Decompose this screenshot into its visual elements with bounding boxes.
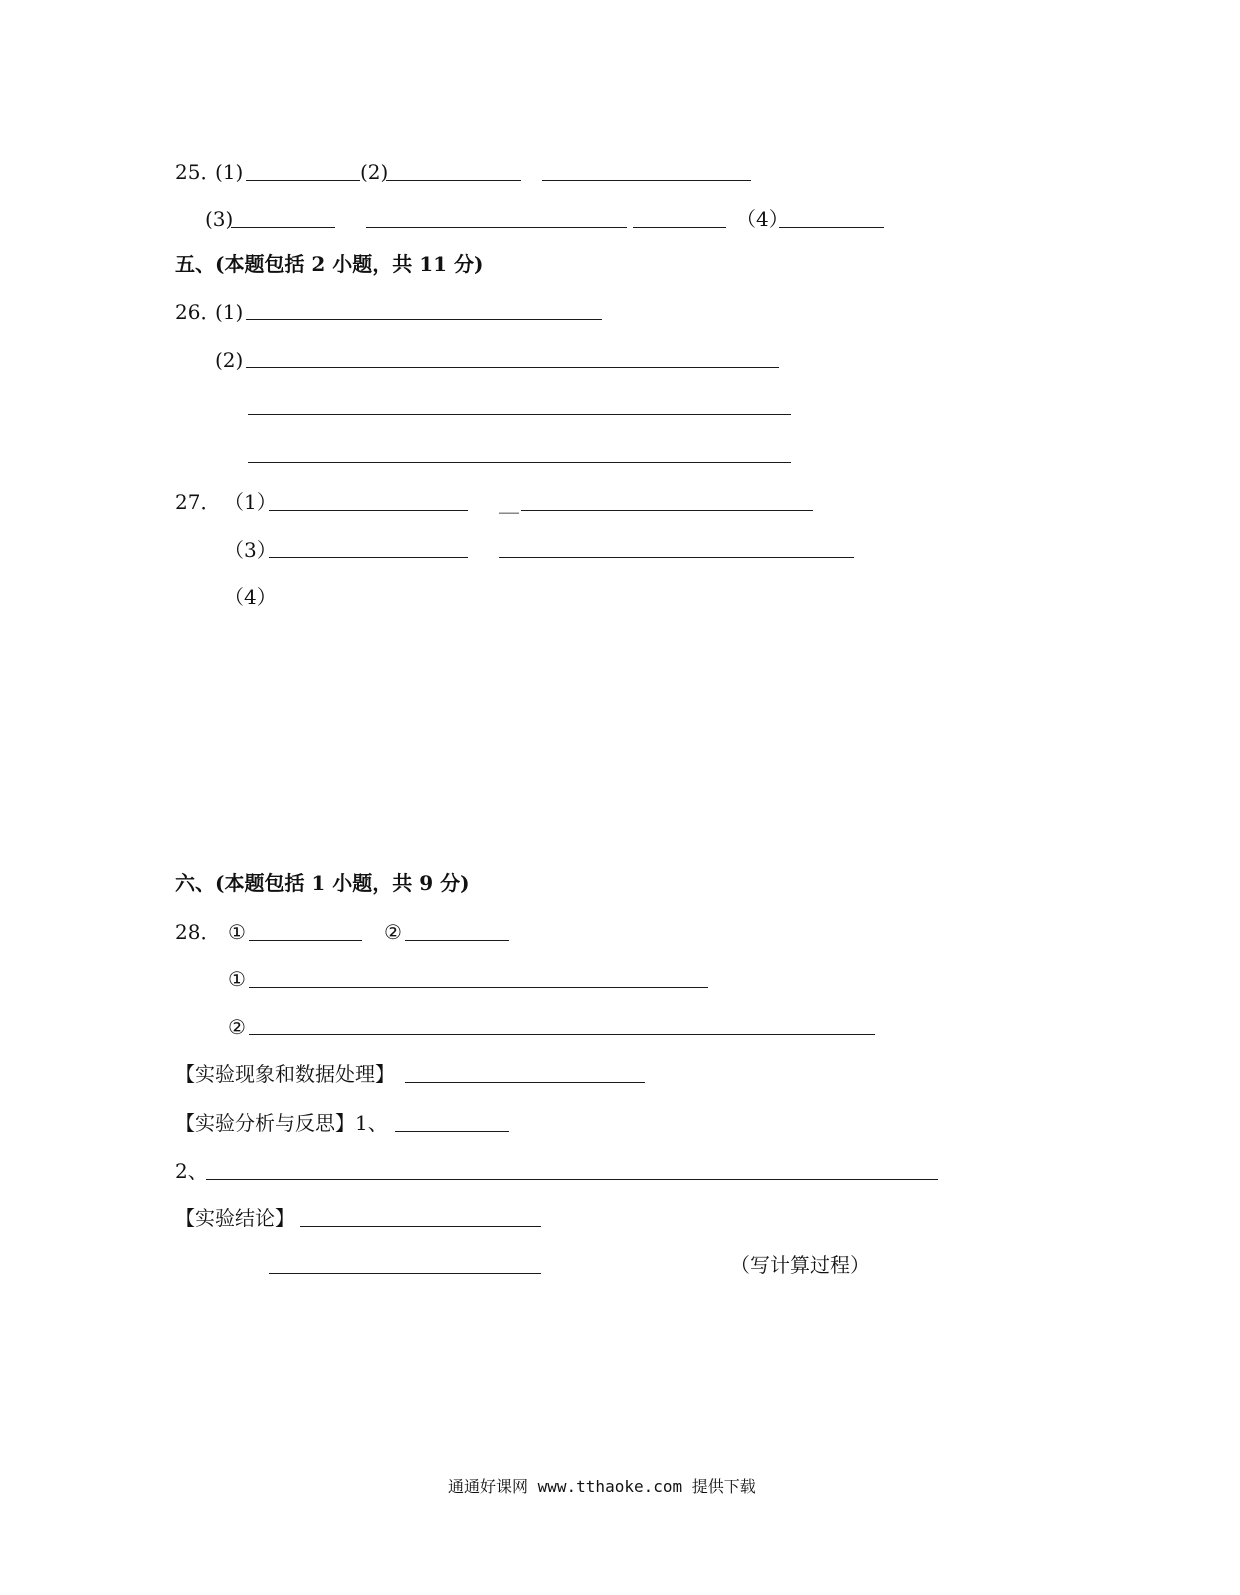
q28-phenomenon-blank[interactable] <box>405 1082 645 1083</box>
q27-part4-label: （4） <box>224 585 277 609</box>
q28-calc-note: （写计算过程） <box>730 1253 870 1277</box>
q28-phenomenon-label: 【实验现象和数据处理】 <box>175 1062 395 1086</box>
q25-part2-label: (2) <box>360 160 389 184</box>
q28-analysis-label: 【实验分析与反思】1、 <box>175 1111 388 1135</box>
q26-part1-label: (1) <box>215 300 244 324</box>
q25-part2-blank[interactable] <box>386 180 521 181</box>
q27-number: 27． <box>175 490 221 514</box>
q28-conclusion-blank-line2[interactable] <box>269 1273 541 1274</box>
q27-part3-label: （3） <box>224 538 277 562</box>
q27-part3-blank[interactable] <box>269 557 468 558</box>
q25-part3-blank[interactable] <box>231 227 335 228</box>
q28-circle-2: ② <box>384 920 402 944</box>
q28-circle-2b: ② <box>228 1015 246 1039</box>
q28-item2-blank[interactable] <box>206 1179 938 1180</box>
q25-part3-blank-b[interactable] <box>366 227 627 228</box>
q25-part4-label: （4） <box>736 207 789 231</box>
q28-circle-1b-blank[interactable] <box>249 987 708 988</box>
q25-number: 25． <box>175 160 221 184</box>
q25-part3-blank-c[interactable] <box>633 227 726 228</box>
q28-conclusion-blank[interactable] <box>300 1226 541 1227</box>
q28-circle-1-blank[interactable] <box>249 940 362 941</box>
q27-part2-dash: __ <box>499 490 519 514</box>
q26-part2-blank[interactable] <box>246 367 779 368</box>
q28-item2-label: 2、 <box>175 1159 208 1183</box>
q25-part3-label: (3) <box>205 207 234 231</box>
q26-part2-blank-line2[interactable] <box>248 414 791 415</box>
q28-circle-1b: ① <box>228 967 246 991</box>
q26-part2-label: (2) <box>215 348 244 372</box>
footer-text: 通通好课网 www.tthaoke.com 提供下载 <box>448 1477 756 1496</box>
q25-part4-blank[interactable] <box>779 227 884 228</box>
q25-part1-label: (1) <box>215 160 244 184</box>
q28-circle-2b-blank[interactable] <box>249 1034 875 1035</box>
q26-part1-blank[interactable] <box>246 319 602 320</box>
q25-part2-blank-b[interactable] <box>542 180 751 181</box>
q25-part1-blank[interactable] <box>246 180 360 181</box>
q28-circle-2-blank[interactable] <box>405 940 509 941</box>
q27-part1-blank[interactable] <box>269 510 468 511</box>
q28-circle-1: ① <box>228 920 246 944</box>
section-6-title: 六、(本题包括 1 小题，共 9 分) <box>175 871 470 895</box>
q28-analysis-blank[interactable] <box>395 1131 509 1132</box>
q27-part2-blank[interactable] <box>521 510 813 511</box>
q27-part1-label: （1） <box>224 490 277 514</box>
q26-number: 26． <box>175 300 221 324</box>
q27-part3-blank-b[interactable] <box>499 557 854 558</box>
q28-conclusion-label: 【实验结论】 <box>175 1206 295 1230</box>
section-5-title: 五、(本题包括 2 小题，共 11 分) <box>175 252 484 276</box>
q26-part2-blank-line3[interactable] <box>248 462 791 463</box>
q28-number: 28． <box>175 920 221 944</box>
